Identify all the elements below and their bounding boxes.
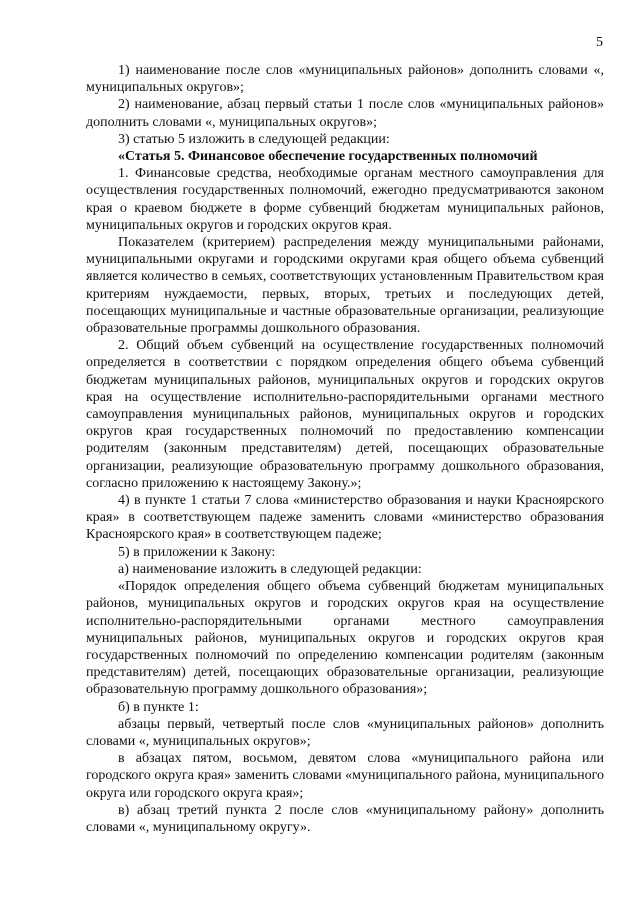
paragraph-item-2: 2) наименование, абзац первый статьи 1 после слов «муниципальных районов» дополнить словами «, муниципальных округов»; — [86, 97, 604, 130]
article-5-heading: «Статья 5. Финансовое обеспечение государственных полномочий — [118, 149, 538, 165]
page-number: 5 — [596, 35, 603, 50]
paragraph-item-4: 4) в пункте 1 статьи 7 слова «министерство образования и науки Красноярского края» в соответствующем падеже заменить словами «министерство образования Красноярского края» в соответствующем падеже; — [86, 493, 604, 543]
paragraph-subitem-a: а) наименование изложить в следующей редакции: — [118, 561, 422, 577]
paragraph-subitem-b-abz-1-4: абзацы первый, четвертый после слов «муниципальных районов» дополнить словами «, муниципальных округов»; — [86, 716, 604, 749]
paragraph-item-1: 1) наименование после слов «муниципальных районов» дополнить словами «, муниципальных округов»; — [86, 63, 604, 96]
paragraph-item-3: 3) статью 5 изложить в следующей редакции: — [118, 131, 390, 147]
paragraph-article-5-part-1: 1. Финансовые средства, необходимые органам местного самоуправления для осуществления государственных полномочий, ежегодно предусматриваются законом края о краевом бюджете в форме субвенций бюджетам муниципальных районов, муниципальных округов и городских округов края. — [86, 166, 604, 233]
paragraph-subitem-b-abz-5-8-9: в абзацах пятом, восьмом, девятом слова «муниципального района или городского округа края» заменить словами «муниципального района, муниципального округа или городского округа края»; — [86, 751, 604, 801]
paragraph-subitem-b: б) в пункте 1: — [118, 699, 199, 715]
paragraph-article-5-criterion: Показателем (критерием) распределения между муниципальными районами, муниципальными округами и городскими округами края общего объема субвенций является количество в семьях, соответствующих установленным Правительством края критериям нуждаемости, первых, вторых, третьих и последующих детей, посещающих муниципальные и частные образовательные организации, реализующие образовательные программы дошкольного образования. — [86, 235, 604, 337]
paragraph-subitem-v: в) абзац третий пункта 2 после слов «муниципальному району» дополнить словами «, муниципальному округу». — [86, 802, 604, 835]
document-body — [86, 62, 604, 836]
paragraph-article-5-part-2: 2. Общий объем субвенций на осуществление государственных полномочий определяется в соответствии с порядком определения общего объема субвенций бюджетам муниципальных районов, муниципальных округов и городских округов края на осуществление исполнительно-распорядительными органами местного самоуправления муниципальных районов, муниципальных округов и городских округов края государственных полномочий по предоставлению компенсации родителям (законным представителям) детей, посещающих образовательные организации, реализующие образовательную программу дошкольного образования, согласно приложению к настоящему Закону.»; — [86, 338, 604, 491]
paragraph-appendix-title: «Порядок определения общего объема субвенций бюджетам муниципальных районов, муниципальных округов и городских округов края на осуществление исполнительно-распорядительными органами местного самоуправления муниципальных районов, муниципальных округов и городских округов края государственных полномочий по определению компенсации родителям (законным представителям) детей, посещающих образовательные организации, реализующие образовательную программу дошкольного образования»; — [86, 579, 604, 698]
paragraph-item-5: 5) в приложении к Закону: — [118, 544, 276, 560]
